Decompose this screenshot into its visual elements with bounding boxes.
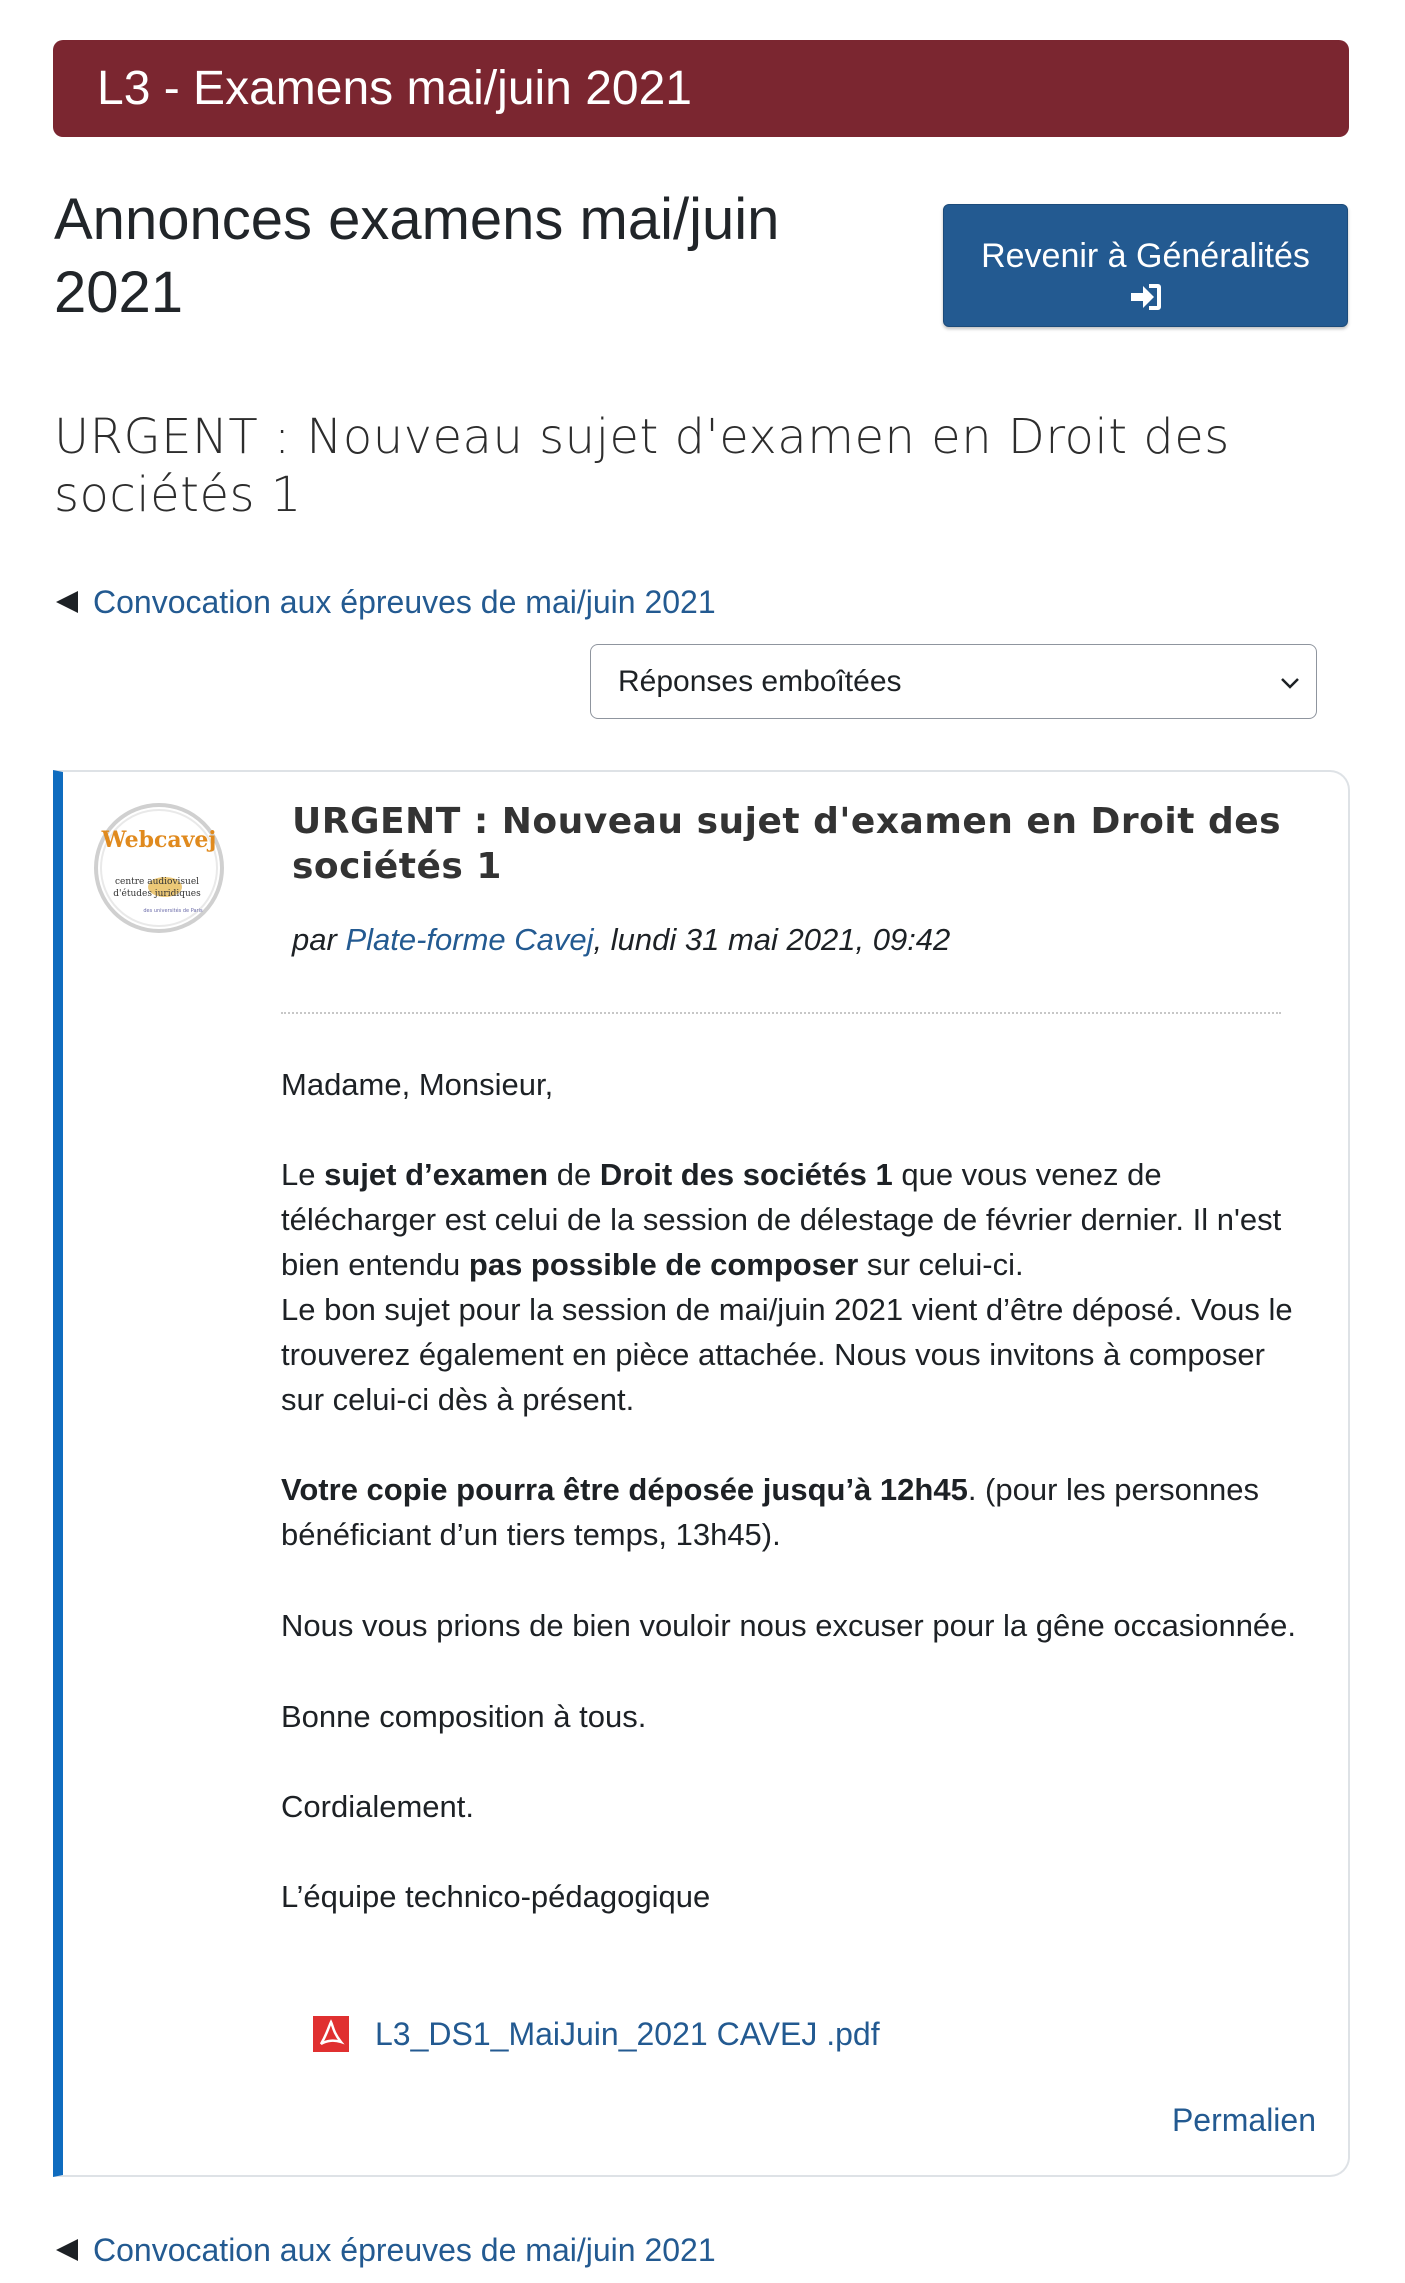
paragraph-1: Le sujet d’examen de Droit des sociétés 1 que vous venez de télécharger est celui de la session de délestage de février dernier. Il n'est bien entendu pas possible de composer sur celui-ci. [281,1157,1282,1282]
course-header [53,40,1349,137]
previous-discussion-link[interactable] [56,582,716,622]
course-title: L3 - Examens mai/juin 2021 [97,62,692,115]
pdf-file-icon [311,2014,351,2054]
paragraph-2: Le bon sujet pour la session de mai/juin 2021 vient d’être déposé. Vous le trouverez également en pièce attachée. Nous vous invitons à composer sur celui-ci dès à présent. [281,1292,1293,1417]
post-divider [281,1012,1281,1014]
avatar-ring-text: des universités de Paris [143,908,203,914]
post-subject: URGENT : Nouveau sujet d'examen en Droit des sociétés 1 [292,801,1282,887]
author-avatar [93,802,225,934]
back-button-label: Revenir à Généralités [981,236,1310,275]
paragraph-5: Bonne composition à tous. [281,1699,647,1734]
page-title: Annonces examens mai/juin 2021 [54,187,780,325]
permalink-link[interactable]: Permalien [1171,2102,1316,2138]
post-date: , lundi 31 mai 2021, 09:42 [593,922,951,957]
previous-discussion-label: Convocation aux épreuves de mai/juin 2021 [93,2232,716,2268]
paragraph-6: Cordialement. [281,1789,474,1824]
discussion-title: URGENT : Nouveau sujet d'examen en Droit des sociétés 1 [54,409,1230,523]
post-content [281,1062,1311,1919]
back-to-general-button[interactable] [943,204,1348,327]
paragraph-7: L’équipe technico-pédagogique [281,1879,711,1914]
previous-arrow-icon [56,591,78,613]
byline-prefix: par [292,922,337,957]
attachment-link[interactable]: L3_DS1_MaiJuin_2021 CAVEJ .pdf [375,2015,880,2052]
avatar-line2: d'études juridiques [113,889,201,899]
previous-discussion-label: Convocation aux épreuves de mai/juin 2021 [93,584,716,620]
avatar-line1: centre audiovisuel [114,877,200,887]
paragraph-4: Nous vous prions de bien vouloir nous excuser pour la gêne occasionnée. [281,1608,1297,1643]
paragraph-3: Votre copie pourra être déposée jusqu’à 12h45. (pour les personnes bénéficiant d’un tiers temps, 13h45). [281,1472,1260,1552]
previous-discussion-link-bottom[interactable] [56,2230,716,2270]
attachment [311,2014,880,2054]
chevron-down-icon [1276,669,1304,697]
display-mode-select[interactable] [590,644,1317,719]
display-mode-value: Réponses emboîtées [618,665,902,698]
previous-arrow-icon [56,2239,78,2261]
post-byline [292,922,950,958]
greeting: Madame, Monsieur, [281,1067,554,1102]
author-link[interactable]: Plate-forme Cavej [345,922,594,957]
forum-post [53,770,1350,2177]
avatar-logo-text: Webcavej [101,827,217,853]
sign-in-arrow-icon [1129,282,1163,312]
